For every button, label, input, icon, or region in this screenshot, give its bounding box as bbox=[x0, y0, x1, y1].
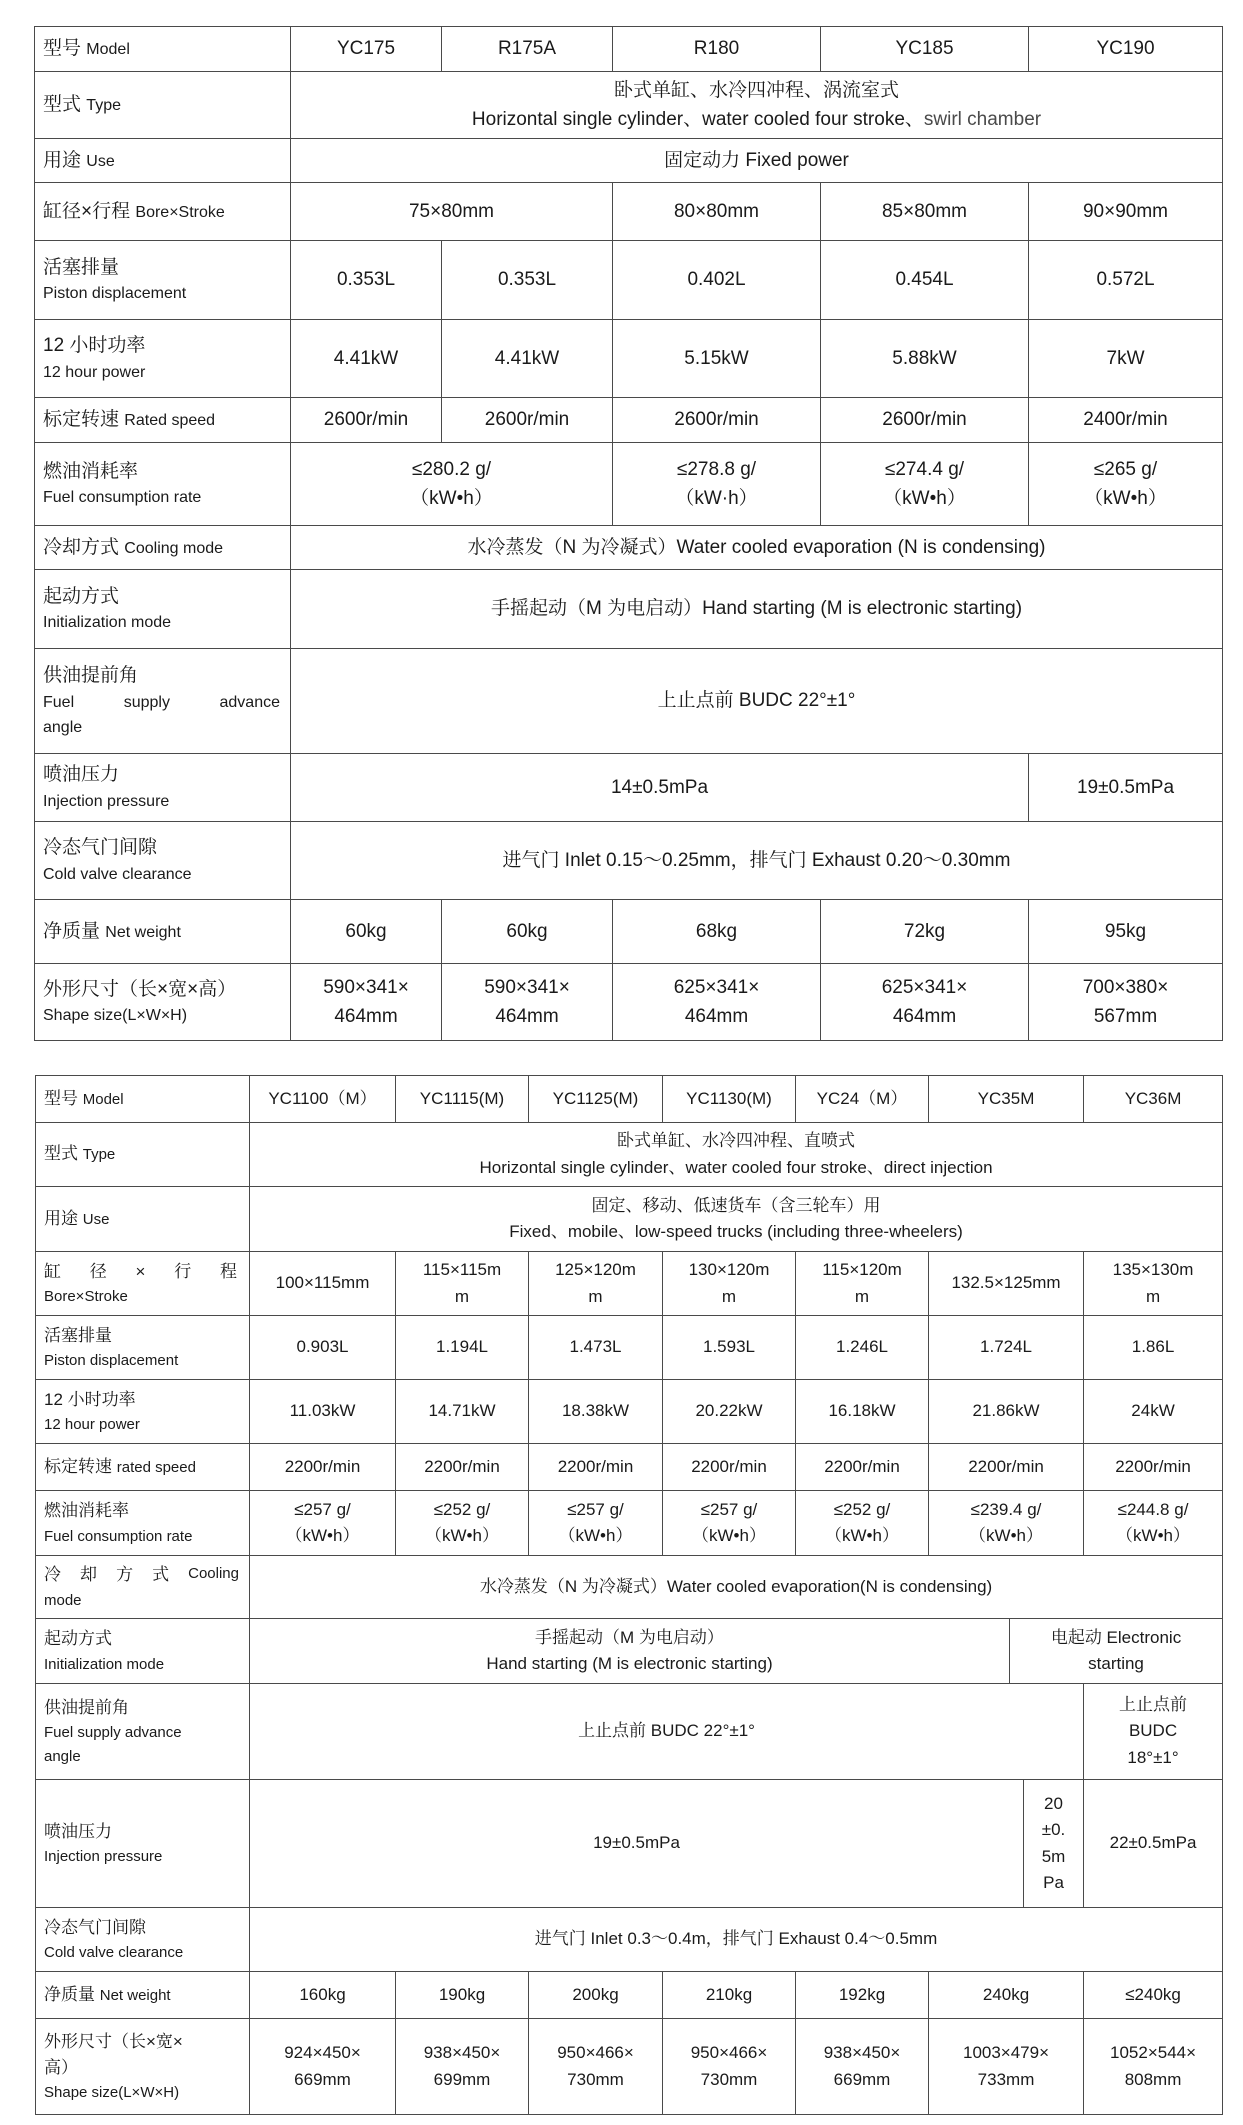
row-displacement bbox=[35, 241, 1223, 320]
fuel-cell: ≤252 g/ （kW•h） bbox=[396, 1491, 529, 1556]
weight-cell: 210kg bbox=[663, 1972, 796, 2019]
displacement-cell: 0.402L bbox=[613, 241, 821, 320]
size-cell: 924×450× 669mm bbox=[250, 2019, 396, 2115]
injection-cell: 14±0.5mPa bbox=[291, 754, 1029, 822]
row-model bbox=[36, 1076, 1223, 1123]
speed-cell: 2200r/min bbox=[250, 1444, 396, 1491]
bore-cell: 115×120m m bbox=[796, 1252, 929, 1316]
row-injection bbox=[35, 754, 1223, 822]
row-shape-size bbox=[36, 2019, 1223, 2115]
displacement-cell: 0.353L bbox=[442, 241, 613, 320]
row-power bbox=[36, 1380, 1223, 1444]
type-en: Horizontal single cylinder、water cooled four stroke、swirl chamber bbox=[471, 109, 1042, 130]
start-value: 手摇起动（M 为电启动）Hand starting (M is electronic starting) bbox=[291, 570, 1223, 649]
size-cell: 590×341× 464mm bbox=[442, 964, 613, 1041]
label-bore-stroke: 缸 径 × 行 程 Bore×Stroke bbox=[36, 1252, 250, 1316]
cooling-value: 水冷蒸发（N 为冷凝式）Water cooled evaporation(N is condensing) bbox=[250, 1556, 1223, 1619]
row-use bbox=[36, 1187, 1223, 1252]
label-use: 用途 Use bbox=[36, 1187, 250, 1252]
power-cell: 5.88kW bbox=[821, 320, 1029, 398]
label-start-mode: 起动方式 Initialization mode bbox=[35, 570, 291, 649]
power-cell: 11.03kW bbox=[250, 1380, 396, 1444]
size-cell: 950×466× 730mm bbox=[529, 2019, 663, 2115]
fuel-cell: ≤257 g/ （kW•h） bbox=[529, 1491, 663, 1556]
power-cell: 21.86kW bbox=[929, 1380, 1084, 1444]
row-rated-speed bbox=[35, 398, 1223, 443]
row-net-weight bbox=[35, 900, 1223, 964]
row-cooling bbox=[35, 526, 1223, 570]
label-displacement: 活塞排量 Piston displacement bbox=[35, 241, 291, 320]
bore-cell: 90×90mm bbox=[1029, 183, 1223, 241]
advance-value: 上止点前 BUDC 22°±1° bbox=[250, 1684, 1084, 1780]
weight-cell: 72kg bbox=[821, 900, 1029, 964]
model-cell: YC24（M） bbox=[796, 1076, 929, 1123]
label-fuel-consumption: 燃油消耗率 Fuel consumption rate bbox=[35, 443, 291, 526]
fuel-cell: ≤244.8 g/ （kW•h） bbox=[1084, 1491, 1223, 1556]
label-bore-stroke: 缸径×行程 Bore×Stroke bbox=[35, 183, 291, 241]
label-shape-size: 外形尺寸（长×宽× 高） Shape size(L×W×H) bbox=[36, 2019, 250, 2115]
power-cell: 4.41kW bbox=[291, 320, 442, 398]
fuel-cell: ≤239.4 g/ （kW•h） bbox=[929, 1491, 1084, 1556]
row-model bbox=[35, 27, 1223, 72]
label-use: 用途 Use bbox=[35, 139, 291, 183]
displacement-cell: 0.353L bbox=[291, 241, 442, 320]
model-cell: YC1130(M) bbox=[663, 1076, 796, 1123]
injection-last-value: 22±0.5mPa bbox=[1084, 1780, 1223, 1908]
bore-cell: 130×120m m bbox=[663, 1252, 796, 1316]
size-cell: 1052×544× 808mm bbox=[1084, 2019, 1223, 2115]
power-cell: 4.41kW bbox=[442, 320, 613, 398]
size-cell: 625×341× 464mm bbox=[613, 964, 821, 1041]
weight-cell: 240kg bbox=[929, 1972, 1084, 2019]
bore-cell: 132.5×125mm bbox=[929, 1252, 1084, 1316]
label-cooling: 冷却方式 Cooling mode bbox=[35, 526, 291, 570]
power-cell: 5.15kW bbox=[613, 320, 821, 398]
speed-cell: 2200r/min bbox=[396, 1444, 529, 1491]
valve-value: 进气门 Inlet 0.15～0.25mm，排气门 Exhaust 0.20～0.30mm bbox=[291, 822, 1223, 900]
model-cell: YC1100（M） bbox=[250, 1076, 396, 1123]
fuel-cell: ≤265 g/ （kW•h） bbox=[1029, 443, 1223, 526]
size-cell: 938×450× 669mm bbox=[796, 2019, 929, 2115]
power-cell: 18.38kW bbox=[529, 1380, 663, 1444]
weight-cell: 68kg bbox=[613, 900, 821, 964]
model-cell: YC190 bbox=[1029, 27, 1223, 72]
size-cell: 1003×479× 733mm bbox=[929, 2019, 1084, 2115]
label-shape-size: 外形尺寸（长×宽×高） Shape size(L×W×H) bbox=[35, 964, 291, 1041]
label-rated-speed: 标定转速 Rated speed bbox=[35, 398, 291, 443]
label-displacement: 活塞排量 Piston displacement bbox=[36, 1316, 250, 1380]
speed-cell: 2200r/min bbox=[529, 1444, 663, 1491]
type-value bbox=[291, 72, 1223, 139]
power-cell: 7kW bbox=[1029, 320, 1223, 398]
displacement-cell: 0.903L bbox=[250, 1316, 396, 1380]
label-type: 型式 Type bbox=[36, 1123, 250, 1187]
displacement-cell: 1.246L bbox=[796, 1316, 929, 1380]
speed-cell: 2400r/min bbox=[1029, 398, 1223, 443]
fuel-cell: ≤257 g/ （kW•h） bbox=[663, 1491, 796, 1556]
speed-cell: 2200r/min bbox=[929, 1444, 1084, 1491]
model-cell: YC35M bbox=[929, 1076, 1084, 1123]
model-cell: R180 bbox=[613, 27, 821, 72]
valve-value: 进气门 Inlet 0.3～0.4m，排气门 Exhaust 0.4～0.5mm bbox=[250, 1908, 1223, 1972]
weight-cell: 160kg bbox=[250, 1972, 396, 2019]
fuel-cell: ≤252 g/ （kW•h） bbox=[796, 1491, 929, 1556]
model-cell: YC1115(M) bbox=[396, 1076, 529, 1123]
weight-cell: ≤240kg bbox=[1084, 1972, 1223, 2019]
speed-cell: 2600r/min bbox=[442, 398, 613, 443]
weight-cell: 95kg bbox=[1029, 900, 1223, 964]
bore-cell: 75×80mm bbox=[291, 183, 613, 241]
row-fuel-advance bbox=[36, 1684, 1223, 1780]
size-cell: 625×341× 464mm bbox=[821, 964, 1029, 1041]
spec-table-single-cylinder-direct-injection bbox=[35, 1075, 1223, 2115]
power-cell: 16.18kW bbox=[796, 1380, 929, 1444]
fuel-cell: ≤278.8 g/ （kW·h） bbox=[613, 443, 821, 526]
row-power bbox=[35, 320, 1223, 398]
model-cell: YC175 bbox=[291, 27, 442, 72]
size-cell: 938×450× 699mm bbox=[396, 2019, 529, 2115]
fuel-cell: ≤280.2 g/ （kW•h） bbox=[291, 443, 613, 526]
start-hand-value: 手摇起动（M 为电启动） Hand starting (M is electronic starting) bbox=[250, 1619, 1010, 1684]
displacement-cell: 1.194L bbox=[396, 1316, 529, 1380]
fuel-cell: ≤257 g/ （kW•h） bbox=[250, 1491, 396, 1556]
row-bore-stroke bbox=[36, 1252, 1223, 1316]
use-value: 固定动力 Fixed power bbox=[291, 139, 1223, 183]
label-valve-clearance: 冷态气门间隙 Cold valve clearance bbox=[36, 1908, 250, 1972]
bore-cell: 80×80mm bbox=[613, 183, 821, 241]
label-fuel-advance: 供油提前角 Fuel supply advance angle bbox=[36, 1684, 250, 1780]
size-cell: 590×341× 464mm bbox=[291, 964, 442, 1041]
row-bore-stroke bbox=[35, 183, 1223, 241]
row-fuel-consumption bbox=[35, 443, 1223, 526]
injection-cell: 19±0.5mPa bbox=[1029, 754, 1223, 822]
displacement-cell: 1.473L bbox=[529, 1316, 663, 1380]
row-valve-clearance bbox=[36, 1908, 1223, 1972]
spec-table-single-cylinder-swirl bbox=[34, 26, 1223, 1041]
speed-cell: 2600r/min bbox=[291, 398, 442, 443]
label-power: 12 小时功率 12 hour power bbox=[36, 1380, 250, 1444]
bore-cell: 85×80mm bbox=[821, 183, 1029, 241]
speed-cell: 2600r/min bbox=[613, 398, 821, 443]
row-net-weight bbox=[36, 1972, 1223, 2019]
displacement-cell: 1.86L bbox=[1084, 1316, 1223, 1380]
label-model: 型号 Model bbox=[36, 1076, 250, 1123]
model-cell: YC185 bbox=[821, 27, 1029, 72]
row-use bbox=[35, 139, 1223, 183]
weight-cell: 192kg bbox=[796, 1972, 929, 2019]
label-injection: 喷油压力 Injection pressure bbox=[36, 1780, 250, 1908]
row-displacement bbox=[36, 1316, 1223, 1380]
row-injection bbox=[36, 1780, 1223, 1908]
bore-cell: 125×120m m bbox=[529, 1252, 663, 1316]
injection-main-value: 19±0.5mPa bbox=[250, 1780, 1024, 1908]
label-type: 型式 Type bbox=[35, 72, 291, 139]
label-cooling: 冷 却 方 式 Cooling mode bbox=[36, 1556, 250, 1619]
advance-value: 上止点前 BUDC 22°±1° bbox=[291, 649, 1223, 754]
label-start-mode: 起动方式 Initialization mode bbox=[36, 1619, 250, 1684]
label-net-weight: 净质量 Net weight bbox=[36, 1972, 250, 2019]
bore-cell: 135×130m m bbox=[1084, 1252, 1223, 1316]
row-rated-speed bbox=[36, 1444, 1223, 1491]
advance-alt-value: 上止点前 BUDC 18°±1° bbox=[1084, 1684, 1223, 1780]
row-type bbox=[35, 72, 1223, 139]
row-valve-clearance bbox=[35, 822, 1223, 900]
row-start-mode bbox=[35, 570, 1223, 649]
label-model: 型号 Model bbox=[35, 27, 291, 72]
row-start-mode bbox=[36, 1619, 1223, 1684]
row-fuel-advance bbox=[35, 649, 1223, 754]
row-shape-size bbox=[35, 964, 1223, 1041]
label-rated-speed: 标定转速 rated speed bbox=[36, 1444, 250, 1491]
label-fuel-advance: 供油提前角 Fuel supply advance angle bbox=[35, 649, 291, 754]
speed-cell: 2200r/min bbox=[796, 1444, 929, 1491]
injection-narrow-value: 20 ±0. 5m Pa bbox=[1024, 1780, 1084, 1908]
start-electric-value: 电起动 Electronic starting bbox=[1010, 1619, 1223, 1684]
displacement-cell: 0.572L bbox=[1029, 241, 1223, 320]
type-zh: 卧式单缸、水冷四冲程、涡流室式 bbox=[613, 79, 899, 101]
row-type bbox=[36, 1123, 1223, 1187]
weight-cell: 190kg bbox=[396, 1972, 529, 2019]
label-valve-clearance: 冷态气门间隙 Cold valve clearance bbox=[35, 822, 291, 900]
weight-cell: 200kg bbox=[529, 1972, 663, 2019]
bore-cell: 115×115m m bbox=[396, 1252, 529, 1316]
displacement-cell: 1.593L bbox=[663, 1316, 796, 1380]
use-value: 固定、移动、低速货车（含三轮车）用 Fixed、mobile、low-speed trucks (including three-wheelers) bbox=[250, 1187, 1223, 1252]
size-cell: 950×466× 730mm bbox=[663, 2019, 796, 2115]
type-value: 卧式单缸、水冷四冲程、直喷式 Horizontal single cylinder、water cooled four stroke、direct injection bbox=[250, 1123, 1223, 1187]
row-cooling bbox=[36, 1556, 1223, 1619]
row-fuel-consumption bbox=[36, 1491, 1223, 1556]
model-cell: YC1125(M) bbox=[529, 1076, 663, 1123]
label-fuel-consumption: 燃油消耗率 Fuel consumption rate bbox=[36, 1491, 250, 1556]
bore-cell: 100×115mm bbox=[250, 1252, 396, 1316]
label-injection: 喷油压力 Injection pressure bbox=[35, 754, 291, 822]
model-cell: R175A bbox=[442, 27, 613, 72]
weight-cell: 60kg bbox=[442, 900, 613, 964]
displacement-cell: 1.724L bbox=[929, 1316, 1084, 1380]
speed-cell: 2200r/min bbox=[1084, 1444, 1223, 1491]
cooling-value: 水冷蒸发（N 为冷凝式）Water cooled evaporation (N is condensing) bbox=[291, 526, 1223, 570]
power-cell: 14.71kW bbox=[396, 1380, 529, 1444]
speed-cell: 2200r/min bbox=[663, 1444, 796, 1491]
fuel-cell: ≤274.4 g/ （kW•h） bbox=[821, 443, 1029, 526]
speed-cell: 2600r/min bbox=[821, 398, 1029, 443]
displacement-cell: 0.454L bbox=[821, 241, 1029, 320]
power-cell: 20.22kW bbox=[663, 1380, 796, 1444]
label-power: 12 小时功率 12 hour power bbox=[35, 320, 291, 398]
label-net-weight: 净质量 Net weight bbox=[35, 900, 291, 964]
size-cell: 700×380× 567mm bbox=[1029, 964, 1223, 1041]
model-cell: YC36M bbox=[1084, 1076, 1223, 1123]
weight-cell: 60kg bbox=[291, 900, 442, 964]
power-cell: 24kW bbox=[1084, 1380, 1223, 1444]
